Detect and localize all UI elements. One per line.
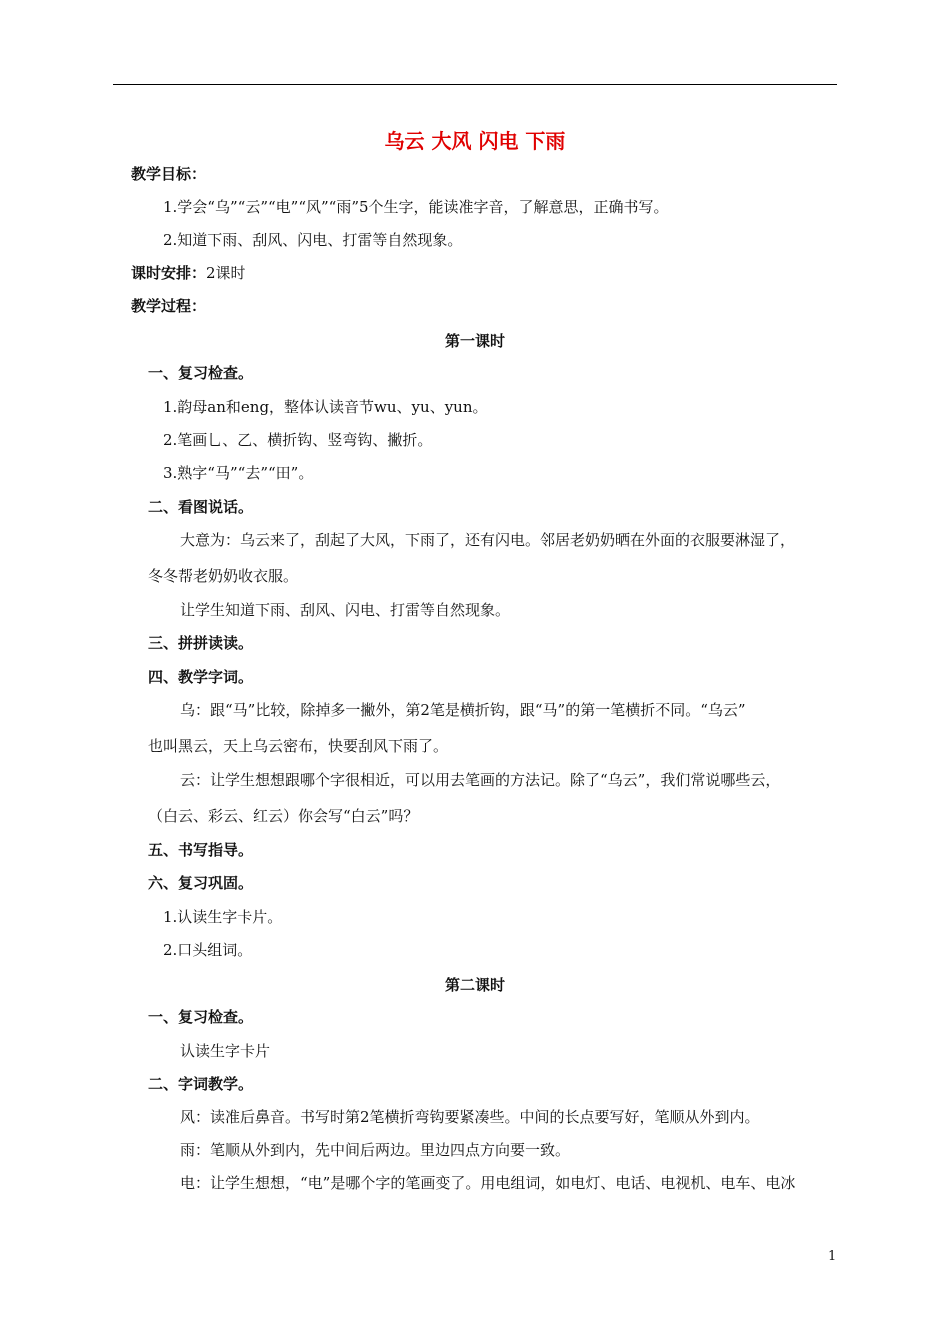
list-item: 1.韵母an和eng，整体认读音节wu、yu、yun。 [163, 398, 488, 416]
goals-label: 教学目标： [131, 165, 207, 183]
goal-item: 2.知道下雨、刮风、闪电、打雷等自然现象。 [163, 231, 463, 249]
paragraph-line: （白云、彩云、红云）你会写“白云”吗？ [148, 807, 419, 825]
section-title: 四、教学字词。 [148, 668, 254, 686]
paragraph-line: 雨：笔顺从外到内，先中间后两边。里边四点方向要一致。 [180, 1141, 571, 1159]
schedule-line [131, 263, 246, 283]
section-title: 一、复习检查。 [148, 1008, 254, 1026]
section-title: 一、复习检查。 [148, 364, 254, 382]
schedule-label: 课时安排： [131, 264, 207, 282]
lesson1-heading: 第一课时 [444, 332, 505, 350]
section-title: 二、看图说话。 [148, 498, 254, 516]
paragraph-line: 也叫黑云，天上乌云密布，快要刮风下雨了。 [148, 737, 449, 755]
list-item: 2.笔画乚、乙、横折钩、竖弯钩、撇折。 [163, 431, 433, 449]
paragraph-line: 认读生字卡片 [180, 1042, 271, 1060]
lesson2-heading: 第二课时 [444, 976, 505, 994]
paragraph-line: 让学生知道下雨、刮风、闪电、打雷等自然现象。 [180, 601, 511, 619]
paragraph-line: 大意为：乌云来了，刮起了大风，下雨了，还有闪电。邻居老奶奶晒在外面的衣服要淋湿了， [180, 531, 796, 549]
paragraph-line: 乌：跟“马”比较，除掉多一撇外，第2笔是横折钩，跟“马”的第一笔横折不同。“乌云” [180, 701, 746, 719]
paragraph-line: 风：读准后鼻音。书写时第2笔横折弯钩要紧凑些。中间的长点要写好，笔顺从外到内。 [180, 1108, 760, 1126]
document-title: 乌云 大风 闪电 下雨 [384, 129, 566, 153]
section-title: 三、拼拼读读。 [148, 634, 254, 652]
paragraph-line: 云：让学生想想跟哪个字很相近，可以用去笔画的方法记。除了“乌云”，我们常说哪些云， [180, 771, 781, 789]
list-item: 2.口头组词。 [163, 941, 253, 959]
section-title: 六、复习巩固。 [148, 874, 254, 892]
section-title: 五、书写指导。 [148, 841, 254, 859]
section-title: 二、字词教学。 [148, 1075, 254, 1093]
list-item: 1.认读生字卡片。 [163, 908, 283, 926]
page-number: 1 [828, 1249, 837, 1264]
header-rule [113, 84, 837, 85]
schedule-value: 2课时 [206, 264, 246, 282]
goal-item: 1.学会“乌”“云”“电”“风”“雨”5个生字，能读准字音，了解意思，正确书写。 [163, 198, 669, 216]
paragraph-line: 电：让学生想想，“电”是哪个字的笔画变了。用电组词，如电灯、电话、电视机、电车、电冰 [180, 1174, 796, 1192]
process-label: 教学过程： [131, 297, 207, 315]
list-item: 3.熟字“马”“去”“田”。 [163, 464, 314, 482]
paragraph-line: 冬冬帮老奶奶收衣服。 [148, 567, 299, 585]
